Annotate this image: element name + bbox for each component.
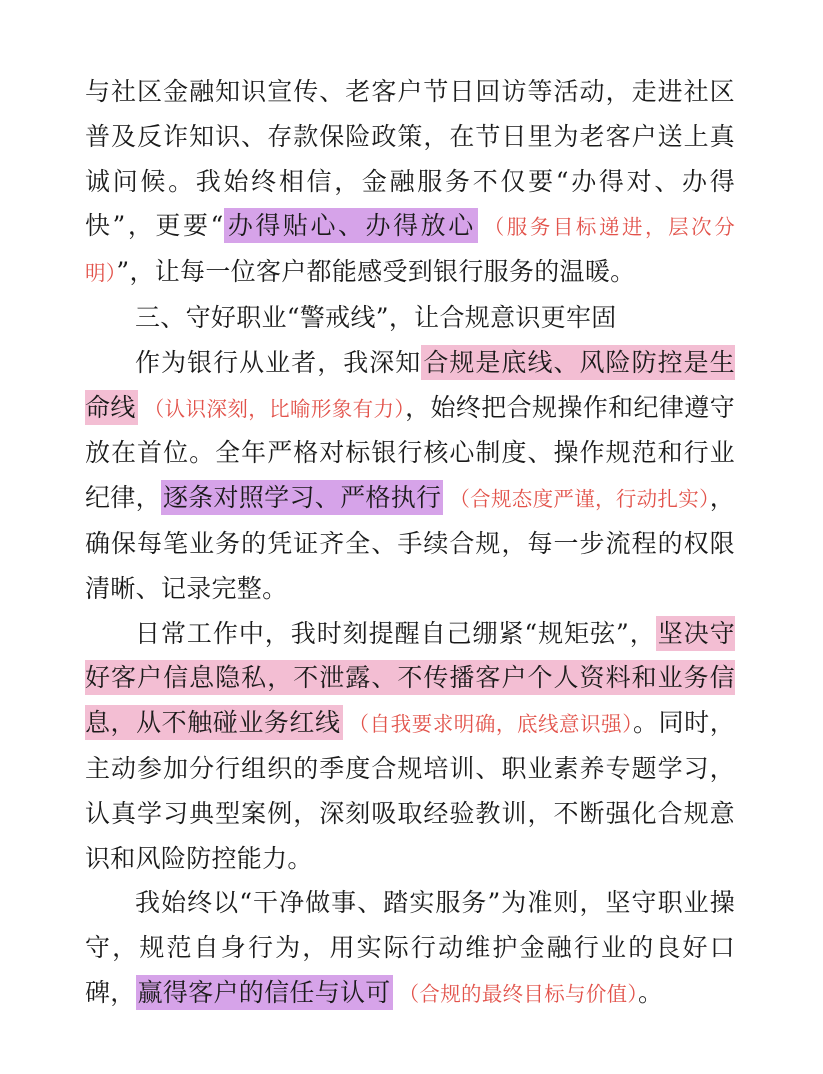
body-text: 。 bbox=[637, 977, 664, 1007]
body-text: 。同时，主动参加分行组织的季度合规培训、职业素养专题学习，认真学习典型案例，深刻吸取经验教训，不断强化合规意识和风险防控能力。 bbox=[85, 708, 735, 873]
highlight-purple: 办得贴心、办得放心 bbox=[224, 208, 478, 243]
document-page bbox=[85, 70, 735, 1017]
body-text: 我始终以“干净做事、踏实服务”为准则，坚守职业操守，规范自身行为，用实际行动维护金融行业的良好口碑， bbox=[85, 888, 735, 1007]
body-text: ”，让每一位客户都能感受到银行服务的温暖。 bbox=[116, 257, 636, 287]
section-heading-3: 三、守好职业“警戒线”，让合规意识更牢固 bbox=[135, 302, 617, 332]
highlight-pink: 合规是底线、风险防控是生命线 bbox=[85, 345, 735, 425]
annotation-note: （自我要求明确，底线意识强） bbox=[348, 712, 634, 737]
body-text: ，始终把合规操作和纪律遵守放在首位。全年严格对标银行核心制度、操作规范和行业纪律， bbox=[85, 392, 735, 513]
annotation-note: （合规态度严谨，行动扎实） bbox=[449, 487, 710, 512]
body-text: ，确保每笔业务的凭证齐全、手续合规，每一步流程的权限清晰、记录完整。 bbox=[85, 483, 735, 603]
annotation-note: （认识深刻，比喻形象有力） bbox=[143, 396, 406, 421]
paragraph-community-service bbox=[85, 70, 735, 296]
annotation-note: （合规的最终目标与价值） bbox=[398, 981, 638, 1006]
body-text: 日常工作中，我时刻提醒自己绷紧“规矩弦”， bbox=[135, 618, 656, 648]
annotation-note: （服务目标递进，层次分明） bbox=[85, 215, 735, 286]
highlight-purple: 赢得客户的信任与认可 bbox=[136, 975, 393, 1010]
body-text: 与社区金融知识宣传、老客户节日回访等活动，走进社区普及反诈知识、存款保险政策，在节日里为老客户送上真诚问候。我始终相信，金融服务不仅要“办得对、办得快”，更要“ bbox=[85, 77, 735, 241]
highlight-pink: 坚决守好客户信息隐私，不泄露、不传播客户个人资料和业务信息，从不触碰业务红线 bbox=[85, 616, 735, 741]
highlight-purple: 逐条对照学习、严格执行 bbox=[161, 480, 443, 515]
paragraph-daily-work bbox=[85, 612, 735, 882]
body-text: 作为银行从业者，我深知 bbox=[135, 347, 422, 377]
paragraph-principle bbox=[85, 881, 735, 1016]
paragraph-compliance-baseline bbox=[85, 341, 735, 612]
